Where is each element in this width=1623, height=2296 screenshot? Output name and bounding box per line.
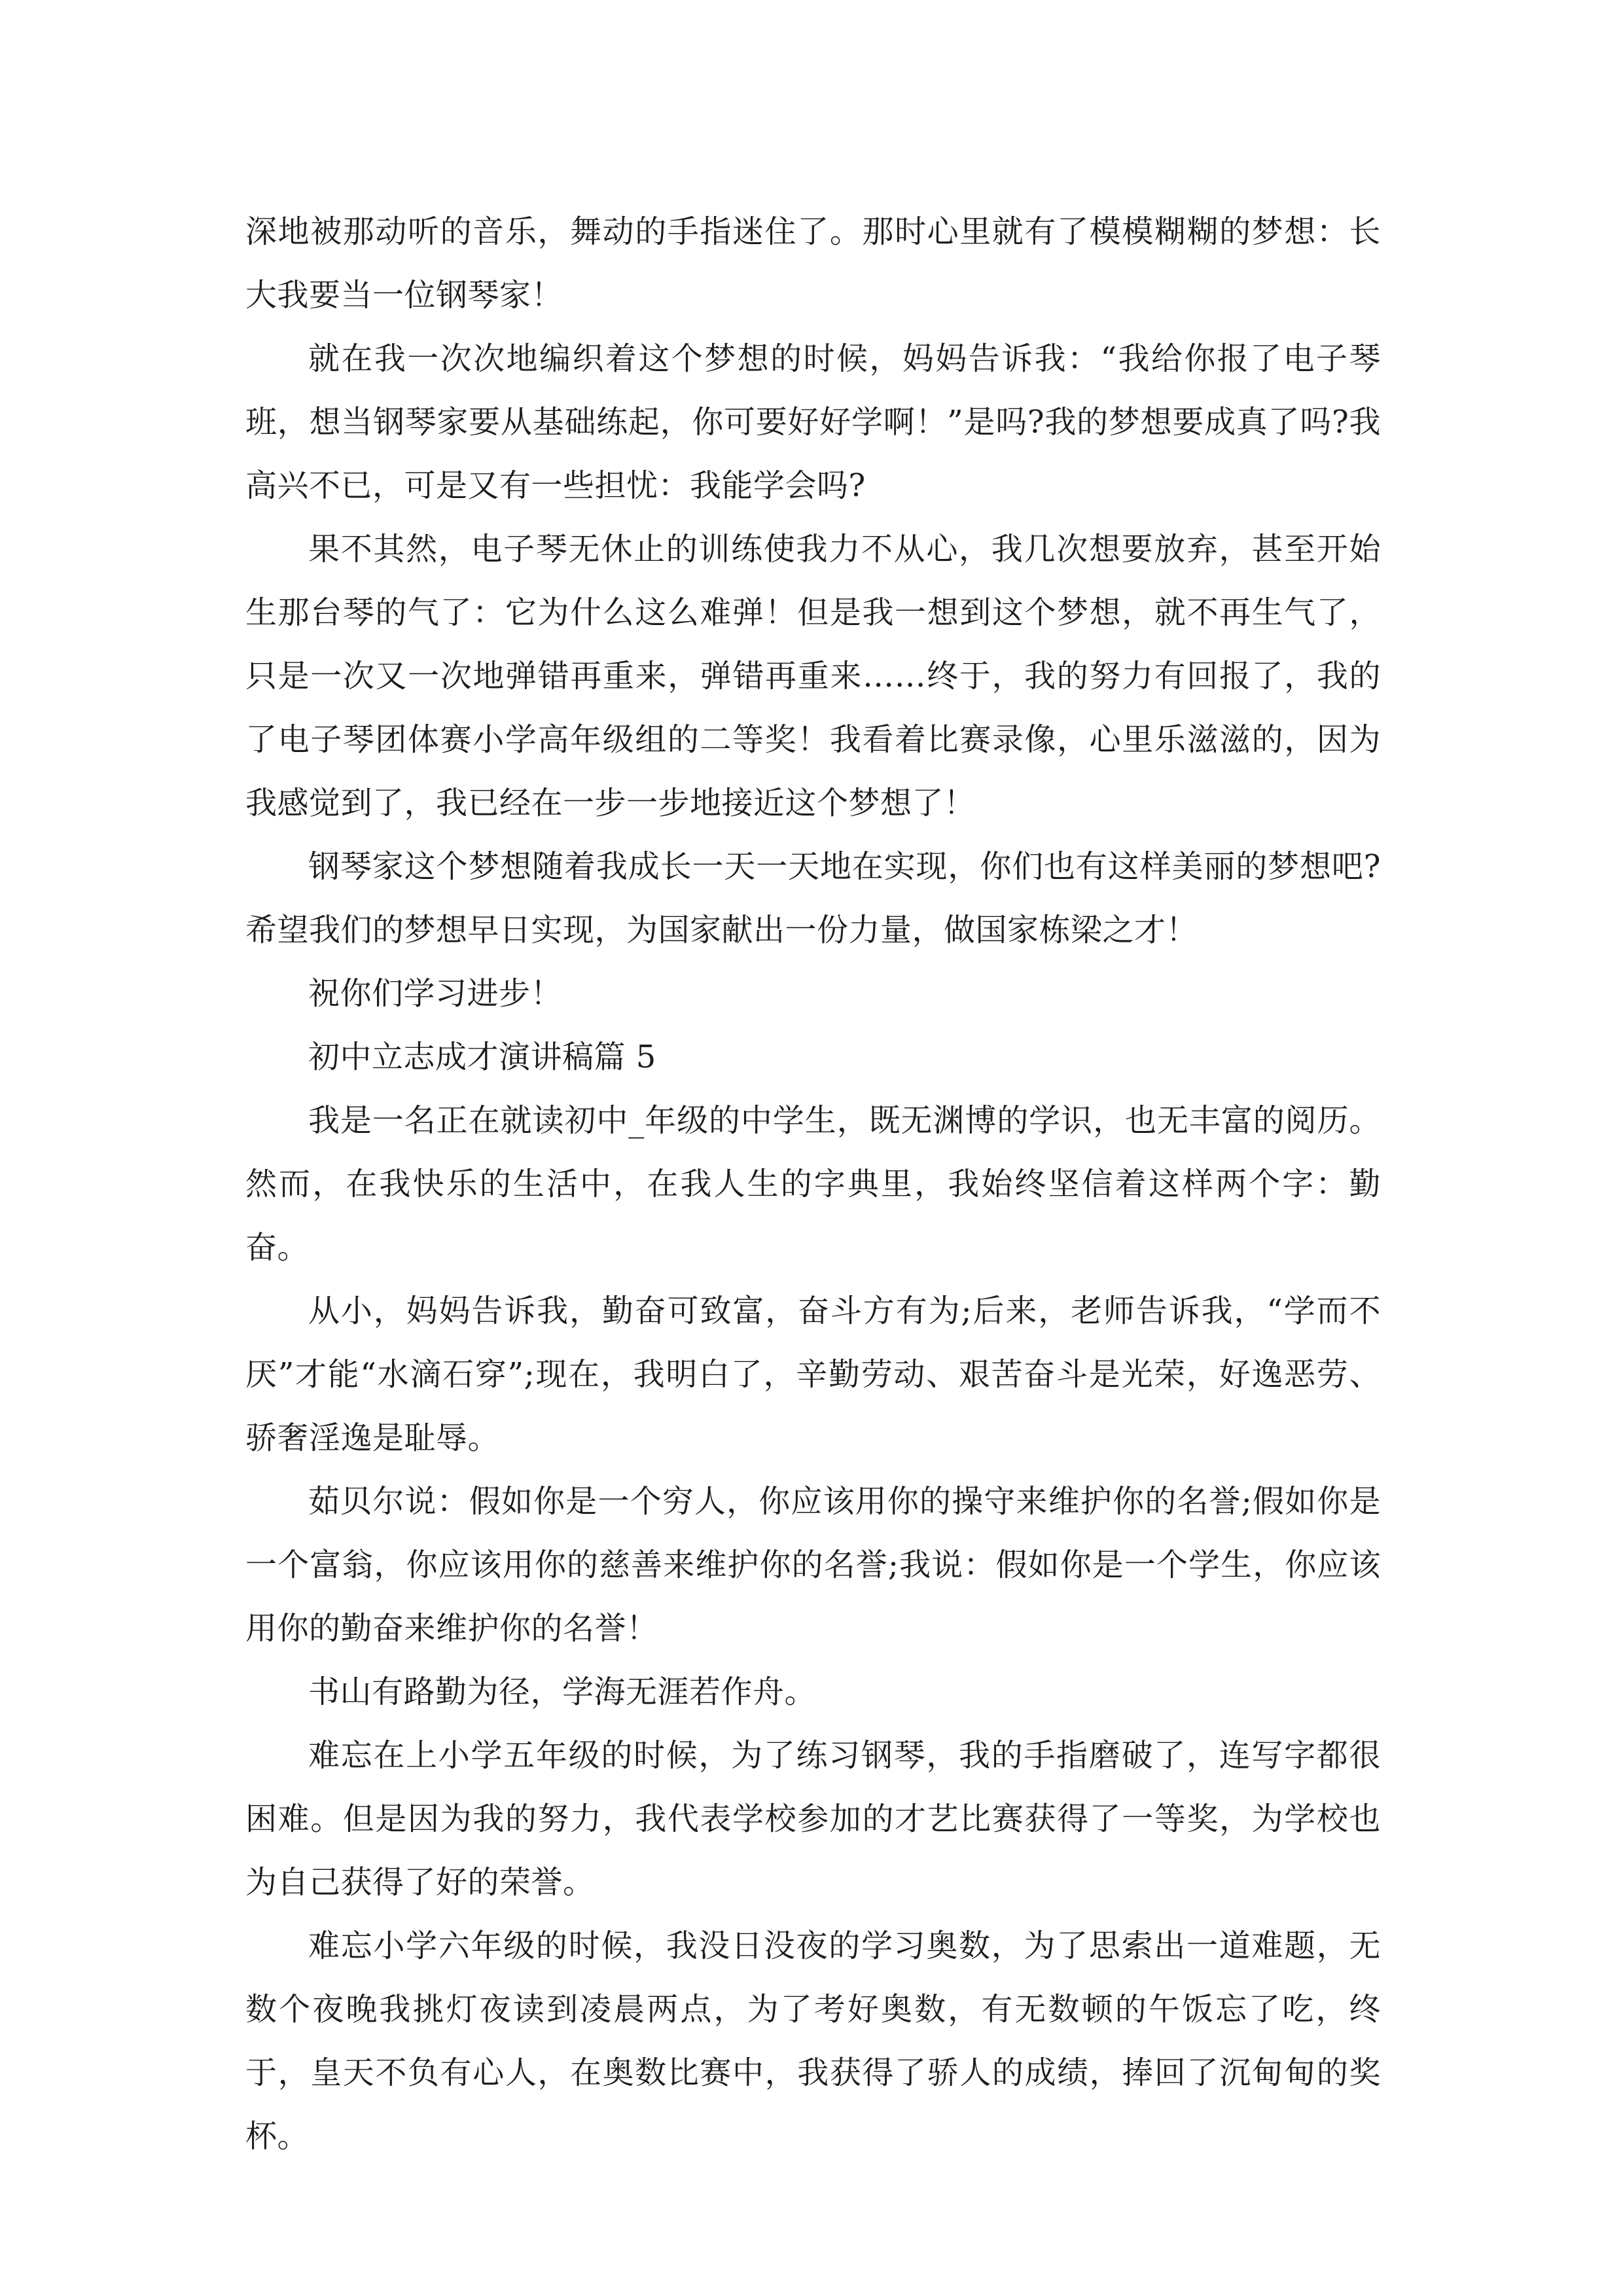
paragraph-9: 书山有路勤为径，学海无涯若作舟。 (308, 1674, 817, 1710)
paragraph-4: 钢琴家这个梦想随着我成长一天一天地在实现，你们也有这样美丽的梦想吧?希望我们的梦想早日实现，为国家献出一份力量，做国家栋梁之才！ (245, 848, 1381, 948)
document-body (245, 200, 1381, 2168)
paragraph-7: 从小，妈妈告诉我，勤奋可致富，奋斗方有为;后来，老师告诉我，“学而不厌”才能“水滴石穿”;现在，我明白了，辛勤劳动、艰苦奋斗是光荣，好逸恶劳、骄奢淫逸是耻辱。 (245, 1293, 1381, 1456)
paragraph-3: 果不其然，电子琴无休止的训练使我力不从心，我几次想要放弃，甚至开始生那台琴的气了：它为什么这么难弹！但是我一想到这个梦想，就不再生气了，只是一次又一次地弹错再重来，弹错再重来……终于，我的努力有回报了，我的了电子琴团体赛小学高年级组的二等奖！我看着比赛录像，心里乐滋滋的，因为我感觉到了，我已经在一步一步地接近这个梦想了！ (245, 531, 1381, 821)
paragraph-6: 我是一名正在就读初中_年级的中学生，既无渊博的学识，也无丰富的阅历。然而，在我快乐的生活中，在我人生的字典里，我始终坚信着这样两个字：勤奋。 (245, 1102, 1381, 1266)
paragraph-11: 难忘小学六年级的时候，我没日没夜的学习奥数，为了思索出一道难题，无数个夜晚我挑灯夜读到凌晨两点，为了考好奥数，有无数顿的午饭忘了吃，终于，皇天不负有心人，在奥数比赛中，我获得了骄人的成绩，捧回了沉甸甸的奖杯。 (245, 1928, 1381, 2155)
paragraph-1: 深地被那动听的音乐，舞动的手指迷住了。那时心里就有了模模糊糊的梦想：长大我要当一位钢琴家！ (245, 213, 1381, 314)
paragraph-10: 难忘在上小学五年级的时候，为了练习钢琴，我的手指磨破了，连写字都很困难。但是因为我的努力，我代表学校参加的才艺比赛获得了一等奖，为学校也为自己获得了好的荣誉。 (245, 1737, 1381, 1901)
section-heading: 初中立志成才演讲稿篇 5 (308, 1039, 656, 1075)
paragraph-8: 茹贝尔说：假如你是一个穷人，你应该用你的操守来维护你的名誉;假如你是一个富翁，你应该用你的慈善来维护你的名誉;我说：假如你是一个学生，你应该用你的勤奋来维护你的名誉！ (245, 1483, 1381, 1647)
paragraph-2: 就在我一次次地编织着这个梦想的时候，妈妈告诉我：“我给你报了电子琴班，想当钢琴家要从基础练起，你可要好好学啊！”是吗?我的梦想要成真了吗?我高兴不已，可是又有一些担忧：我能学会吗? (245, 340, 1381, 504)
paragraph-5: 祝你们学习进步！ (308, 975, 563, 1012)
